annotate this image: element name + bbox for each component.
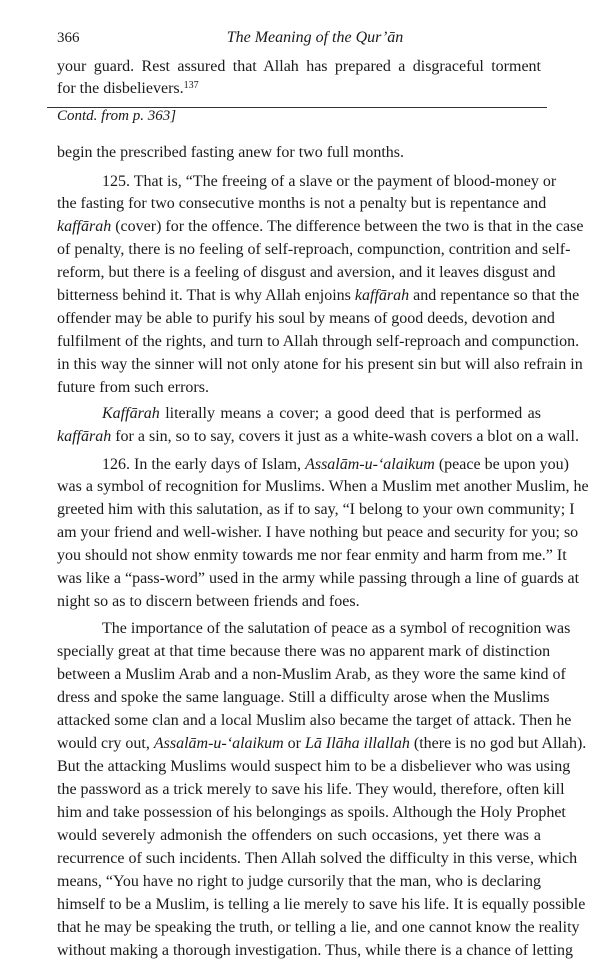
note-line: future from such errors.	[57, 379, 209, 396]
text-span: for a sin, so to say, covers it just as a white-wash covers a blot on a wall.	[111, 428, 579, 445]
note-line: attacked some clan and a local Muslim also became the target of attack. Then he	[57, 712, 572, 729]
note-line	[57, 286, 580, 306]
note-line: means, “You have no right to judge cursorily that the man, who is declaring	[57, 873, 542, 890]
note-line	[57, 404, 541, 424]
text-span: (there is no god but Allah).	[409, 735, 587, 752]
note-line: would severely admonish the offenders on such occasions, yet there was a	[57, 827, 541, 844]
note-line	[57, 427, 579, 447]
note-line: But the attacking Muslims would suspect him to be a disbeliever who was using	[57, 758, 571, 775]
note-line: dress and spoke the same language. Still a difficulty arose when the Muslims	[57, 689, 550, 706]
main-text-line: your guard. Rest assured that Allah has prepared a disgraceful torment	[57, 58, 541, 75]
note-line: that he may be speaking the truth, or telling a lie, and one cannot know the reality	[57, 919, 580, 936]
text-span: (cover) for the offence. The difference between the two is that in the case	[111, 218, 584, 235]
note-line: the fasting for two consecutive months is not a penalty but is repentance and	[57, 195, 547, 212]
running-title: The Meaning of the Qur’ān	[226, 29, 404, 46]
main-text-line	[57, 79, 541, 99]
note-line: of penalty, there is no feeling of self-reproach, compunction, contrition and self-	[57, 241, 571, 258]
note-line	[57, 217, 584, 237]
note-line: recurrence of such incidents. Then Allah solved the difficulty in this verse, which	[57, 850, 578, 867]
note-line: the password as a trick merely to save his life. They would, therefore, often kill	[57, 781, 565, 798]
note-line	[57, 734, 587, 754]
italic-term: kaffārah	[57, 218, 112, 235]
text-span: (peace be upon you)	[434, 456, 569, 473]
note-line: greeted him with this salutation, as if to say, “I belong to your own community; I	[57, 501, 575, 518]
note-line: 125. That is, “The freeing of a slave or the payment of blood-money or	[102, 173, 557, 190]
note-line: was like a “pass-word” used in the army while passing through a line of guards at	[57, 570, 580, 587]
text-span: would cry out,	[57, 735, 154, 752]
italic-term: Kaffārah	[102, 405, 160, 422]
note-line: am your friend and well-wisher. I have nothing but peace and security for you; so	[57, 524, 579, 541]
note-line: him and take possession of his belongings as spoils. Although the Holy Prophet	[57, 804, 566, 821]
text-span: bitterness behind it. That is why Allah enjoins	[57, 287, 355, 304]
text-span: 126. In the early days of Islam,	[102, 456, 306, 473]
note-line: reform, but there is a feeling of disgust and aversion, and it leaves disgust and	[57, 264, 556, 281]
text-span: or	[283, 735, 305, 752]
note-line: himself to be a Muslim, is telling a lie merely to save his life. It is equally possible	[57, 896, 586, 913]
note-line: specially great at that time because there was no apparent mark of distinction	[57, 643, 551, 660]
note-line: was a symbol of recognition for Muslims. When a Muslim met another Muslim, he	[57, 478, 589, 495]
italic-term: Lā Ilāha illallah	[304, 735, 410, 752]
note-line: fulfilment of the rights, and turn to Allah through self-reproach and compunction.	[57, 333, 580, 350]
italic-term: Assalām-u-‘alaikum	[305, 456, 435, 473]
italic-term: kaffārah	[57, 428, 112, 445]
text-span: literally means a cover; a good deed that is performed as	[159, 405, 541, 422]
note-line: between a Muslim Arab and a non-Muslim Arab, as they wore the same kind of	[57, 666, 566, 683]
italic-term: kaffārah	[354, 287, 410, 304]
page-number: 366	[57, 30, 80, 46]
italic-term: Assalām-u-‘alaikum	[153, 735, 284, 752]
note-line: in this way the sinner will not only atone for his present sin but will also refrain in	[57, 356, 583, 373]
note-line: night so as to discern between friends and foes.	[57, 593, 360, 610]
footnote-reference: 137	[183, 80, 199, 91]
continued-label: Contd. from p. 363]	[57, 108, 177, 124]
note-line: without making a thorough investigation. Thus, while there is a chance of letting	[57, 942, 574, 959]
note-line: you should not show enmity towards me nor fear enmity and harm from me.” It	[57, 547, 567, 564]
main-text-span: for the disbelievers.	[57, 80, 184, 97]
note-line: offender may be able to purify his soul by means of good deeds, devotion and	[57, 310, 555, 327]
note-line: begin the prescribed fasting anew for two full months.	[57, 144, 405, 161]
text-span: and repentance so that the	[409, 287, 580, 304]
note-line	[57, 455, 569, 475]
note-line: The importance of the salutation of peace as a symbol of recognition was	[102, 620, 571, 637]
